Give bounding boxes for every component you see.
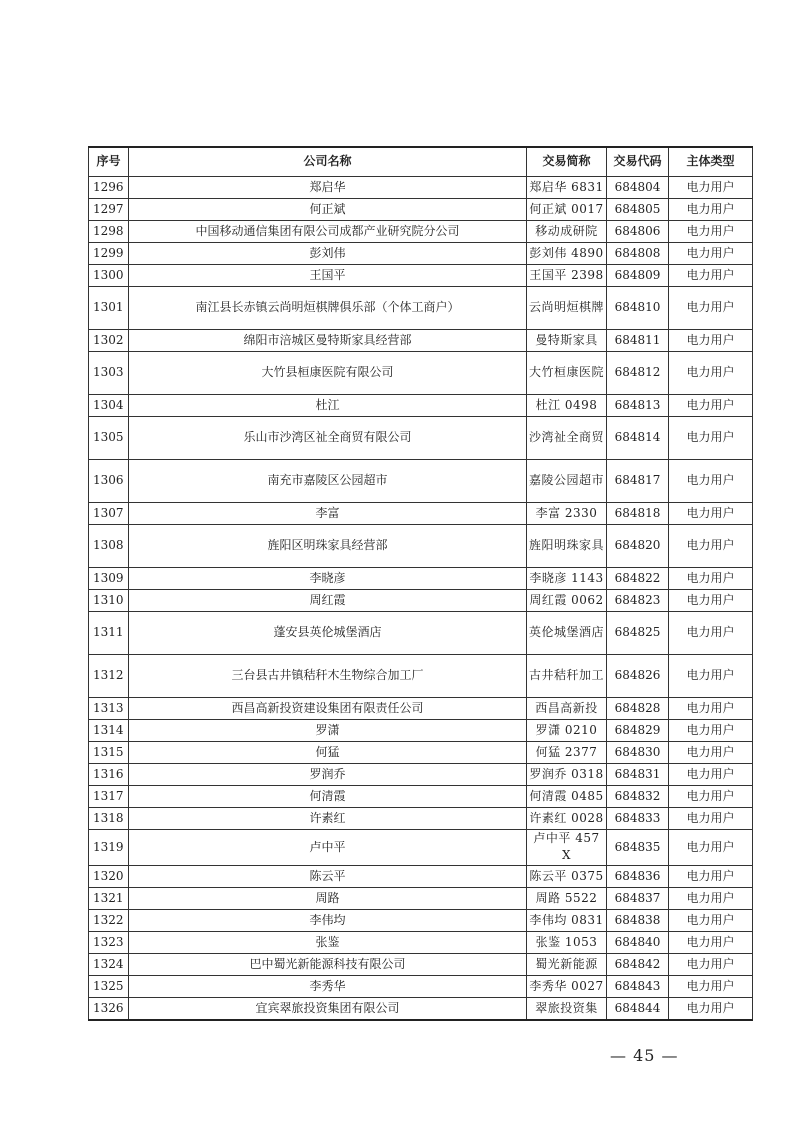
cell-seq: 1298: [89, 221, 129, 243]
cell-seq: 1297: [89, 199, 129, 221]
cell-trade-code: 684813: [607, 395, 669, 417]
cell-trade-abbr: 曼特斯家具: [527, 330, 607, 352]
cell-seq: 1303: [89, 352, 129, 395]
header-company-name: 公司名称: [129, 147, 527, 177]
cell-entity-type: 电力用户: [669, 830, 753, 866]
cell-trade-code: 684814: [607, 417, 669, 460]
cell-seq: 1326: [89, 997, 129, 1020]
cell-trade-abbr: 李晓彦 1143: [527, 568, 607, 590]
cell-company-name: 郑启华: [129, 177, 527, 199]
cell-trade-abbr: 何猛 2377: [527, 742, 607, 764]
cell-entity-type: 电力用户: [669, 525, 753, 568]
header-trade-code: 交易代码: [607, 147, 669, 177]
cell-trade-abbr: 沙湾祉全商贸: [527, 417, 607, 460]
cell-seq: 1315: [89, 742, 129, 764]
cell-entity-type: 电力用户: [669, 742, 753, 764]
cell-company-name: 李秀华: [129, 975, 527, 997]
cell-trade-code: 684829: [607, 720, 669, 742]
cell-entity-type: 电力用户: [669, 199, 753, 221]
cell-trade-abbr: 杜江 0498: [527, 395, 607, 417]
table-row: [89, 417, 753, 460]
cell-company-name: 南充市嘉陵区公园超市: [129, 460, 527, 503]
page-number: — 45 —: [610, 1046, 679, 1065]
cell-entity-type: 电力用户: [669, 997, 753, 1020]
cell-company-name: 巴中蜀光新能源科技有限公司: [129, 953, 527, 975]
cell-trade-abbr: 罗润乔 0318: [527, 764, 607, 786]
cell-trade-abbr: 张鉴 1053: [527, 931, 607, 953]
cell-company-name: 李伟均: [129, 909, 527, 931]
cell-seq: 1300: [89, 265, 129, 287]
table-row: [89, 975, 753, 997]
cell-entity-type: 电力用户: [669, 243, 753, 265]
cell-entity-type: 电力用户: [669, 590, 753, 612]
cell-trade-code: 684828: [607, 698, 669, 720]
table-row: [89, 265, 753, 287]
table-row: [89, 786, 753, 808]
table-row: [89, 395, 753, 417]
table-row: [89, 931, 753, 953]
cell-seq: 1320: [89, 865, 129, 887]
cell-trade-abbr: 彭刘伟 4890: [527, 243, 607, 265]
cell-seq: 1301: [89, 287, 129, 330]
cell-entity-type: 电力用户: [669, 177, 753, 199]
table-row: [89, 720, 753, 742]
cell-company-name: 周红霞: [129, 590, 527, 612]
cell-seq: 1319: [89, 830, 129, 866]
cell-entity-type: 电力用户: [669, 287, 753, 330]
cell-trade-code: 684825: [607, 612, 669, 655]
cell-trade-code: 684840: [607, 931, 669, 953]
cell-trade-abbr: 李伟均 0831: [527, 909, 607, 931]
cell-trade-abbr: 李秀华 0027: [527, 975, 607, 997]
table-row: [89, 808, 753, 830]
cell-seq: 1318: [89, 808, 129, 830]
cell-entity-type: 电力用户: [669, 568, 753, 590]
cell-trade-code: 684808: [607, 243, 669, 265]
cell-trade-code: 684833: [607, 808, 669, 830]
cell-entity-type: 电力用户: [669, 352, 753, 395]
cell-seq: 1306: [89, 460, 129, 503]
cell-trade-code: 684820: [607, 525, 669, 568]
cell-company-name: 李富: [129, 503, 527, 525]
cell-entity-type: 电力用户: [669, 808, 753, 830]
table-row: [89, 865, 753, 887]
cell-trade-abbr: 罗潇 0210: [527, 720, 607, 742]
cell-trade-code: 684830: [607, 742, 669, 764]
table-row: [89, 525, 753, 568]
cell-entity-type: 电力用户: [669, 909, 753, 931]
cell-trade-abbr: 西昌高新投: [527, 698, 607, 720]
cell-company-name: 李晓彦: [129, 568, 527, 590]
cell-trade-code: 684817: [607, 460, 669, 503]
cell-trade-code: 684831: [607, 764, 669, 786]
cell-trade-abbr: 云尚明烜棋牌: [527, 287, 607, 330]
cell-company-name: 何正斌: [129, 199, 527, 221]
cell-trade-abbr: 嘉陵公园超市: [527, 460, 607, 503]
cell-trade-code: 684823: [607, 590, 669, 612]
table-row: [89, 503, 753, 525]
cell-seq: 1325: [89, 975, 129, 997]
cell-seq: 1316: [89, 764, 129, 786]
cell-entity-type: 电力用户: [669, 764, 753, 786]
table-row: [89, 221, 753, 243]
cell-seq: 1323: [89, 931, 129, 953]
cell-company-name: 何猛: [129, 742, 527, 764]
cell-entity-type: 电力用户: [669, 887, 753, 909]
table-row: [89, 352, 753, 395]
cell-seq: 1305: [89, 417, 129, 460]
cell-trade-abbr: 李富 2330: [527, 503, 607, 525]
cell-seq: 1296: [89, 177, 129, 199]
cell-entity-type: 电力用户: [669, 786, 753, 808]
cell-company-name: 中国移动通信集团有限公司成都产业研究院分公司: [129, 221, 527, 243]
header-seq: 序号: [89, 147, 129, 177]
cell-entity-type: 电力用户: [669, 975, 753, 997]
cell-entity-type: 电力用户: [669, 720, 753, 742]
cell-trade-abbr: 蜀光新能源: [527, 953, 607, 975]
cell-entity-type: 电力用户: [669, 221, 753, 243]
cell-seq: 1308: [89, 525, 129, 568]
table-body: [89, 177, 753, 1020]
cell-trade-abbr: 旌阳明珠家具: [527, 525, 607, 568]
cell-trade-abbr: 卢中平 457X: [527, 830, 607, 866]
cell-entity-type: 电力用户: [669, 865, 753, 887]
cell-seq: 1299: [89, 243, 129, 265]
cell-entity-type: 电力用户: [669, 417, 753, 460]
cell-entity-type: 电力用户: [669, 931, 753, 953]
cell-trade-abbr: 移动成研院: [527, 221, 607, 243]
table-row: [89, 655, 753, 698]
cell-seq: 1304: [89, 395, 129, 417]
cell-trade-code: 684842: [607, 953, 669, 975]
cell-trade-code: 684837: [607, 887, 669, 909]
cell-trade-code: 684810: [607, 287, 669, 330]
cell-trade-code: 684809: [607, 265, 669, 287]
cell-trade-code: 684826: [607, 655, 669, 698]
cell-entity-type: 电力用户: [669, 460, 753, 503]
cell-company-name: 罗润乔: [129, 764, 527, 786]
cell-entity-type: 电力用户: [669, 330, 753, 352]
cell-seq: 1311: [89, 612, 129, 655]
cell-trade-abbr: 周红霞 0062: [527, 590, 607, 612]
cell-entity-type: 电力用户: [669, 698, 753, 720]
table-header-row: [89, 147, 753, 177]
cell-entity-type: 电力用户: [669, 503, 753, 525]
table-row: [89, 287, 753, 330]
table-row: [89, 742, 753, 764]
header-trade-abbr: 交易简称: [527, 147, 607, 177]
table-row: [89, 830, 753, 866]
cell-seq: 1307: [89, 503, 129, 525]
cell-company-name: 罗潇: [129, 720, 527, 742]
cell-company-name: 旌阳区明珠家具经营部: [129, 525, 527, 568]
cell-trade-abbr: 英伦城堡酒店: [527, 612, 607, 655]
cell-trade-abbr: 大竹桓康医院: [527, 352, 607, 395]
cell-seq: 1321: [89, 887, 129, 909]
cell-company-name: 绵阳市涪城区曼特斯家具经营部: [129, 330, 527, 352]
cell-trade-abbr: 王国平 2398: [527, 265, 607, 287]
cell-trade-code: 684844: [607, 997, 669, 1020]
cell-entity-type: 电力用户: [669, 953, 753, 975]
cell-company-name: 王国平: [129, 265, 527, 287]
cell-seq: 1313: [89, 698, 129, 720]
cell-company-name: 乐山市沙湾区祉全商贸有限公司: [129, 417, 527, 460]
cell-seq: 1317: [89, 786, 129, 808]
cell-trade-abbr: 何清霞 0485: [527, 786, 607, 808]
table-row: [89, 568, 753, 590]
cell-trade-abbr: 翠旅投资集: [527, 997, 607, 1020]
cell-trade-code: 684805: [607, 199, 669, 221]
cell-trade-code: 684835: [607, 830, 669, 866]
cell-seq: 1314: [89, 720, 129, 742]
cell-company-name: 南江县长赤镇云尚明烜棋牌俱乐部（个体工商户）: [129, 287, 527, 330]
cell-trade-code: 684836: [607, 865, 669, 887]
cell-entity-type: 电力用户: [669, 395, 753, 417]
cell-company-name: 许素红: [129, 808, 527, 830]
cell-company-name: 彭刘伟: [129, 243, 527, 265]
cell-entity-type: 电力用户: [669, 655, 753, 698]
table-row: [89, 243, 753, 265]
cell-company-name: 何清霞: [129, 786, 527, 808]
cell-seq: 1302: [89, 330, 129, 352]
cell-seq: 1310: [89, 590, 129, 612]
cell-trade-code: 684804: [607, 177, 669, 199]
table-row: [89, 909, 753, 931]
table-row: [89, 612, 753, 655]
cell-seq: 1324: [89, 953, 129, 975]
table-row: [89, 887, 753, 909]
cell-trade-abbr: 古井秸秆加工: [527, 655, 607, 698]
cell-seq: 1309: [89, 568, 129, 590]
cell-company-name: 蓬安县英伦城堡酒店: [129, 612, 527, 655]
cell-trade-code: 684811: [607, 330, 669, 352]
cell-trade-abbr: 陈云平 0375: [527, 865, 607, 887]
cell-trade-code: 684843: [607, 975, 669, 997]
cell-company-name: 张鉴: [129, 931, 527, 953]
header-entity-type: 主体类型: [669, 147, 753, 177]
cell-seq: 1322: [89, 909, 129, 931]
cell-trade-code: 684806: [607, 221, 669, 243]
cell-trade-abbr: 何正斌 0017: [527, 199, 607, 221]
cell-company-name: 杜江: [129, 395, 527, 417]
cell-trade-code: 684818: [607, 503, 669, 525]
table-row: [89, 199, 753, 221]
cell-company-name: 大竹县桓康医院有限公司: [129, 352, 527, 395]
cell-trade-code: 684838: [607, 909, 669, 931]
company-table: [88, 146, 753, 1021]
cell-entity-type: 电力用户: [669, 265, 753, 287]
cell-company-name: 周路: [129, 887, 527, 909]
cell-trade-code: 684832: [607, 786, 669, 808]
table-row: [89, 764, 753, 786]
cell-trade-code: 684822: [607, 568, 669, 590]
table-row: [89, 460, 753, 503]
cell-company-name: 三台县古井镇秸秆木生物综合加工厂: [129, 655, 527, 698]
cell-company-name: 卢中平: [129, 830, 527, 866]
cell-trade-abbr: 郑启华 6831: [527, 177, 607, 199]
cell-company-name: 宜宾翠旅投资集团有限公司: [129, 997, 527, 1020]
cell-seq: 1312: [89, 655, 129, 698]
table-row: [89, 590, 753, 612]
cell-entity-type: 电力用户: [669, 612, 753, 655]
cell-company-name: 西昌高新投资建设集团有限责任公司: [129, 698, 527, 720]
cell-company-name: 陈云平: [129, 865, 527, 887]
table-row: [89, 330, 753, 352]
cell-trade-abbr: 周路 5522: [527, 887, 607, 909]
table-row: [89, 698, 753, 720]
table-row: [89, 997, 753, 1020]
table-row: [89, 177, 753, 199]
cell-trade-abbr: 许素红 0028: [527, 808, 607, 830]
table-row: [89, 953, 753, 975]
cell-trade-code: 684812: [607, 352, 669, 395]
